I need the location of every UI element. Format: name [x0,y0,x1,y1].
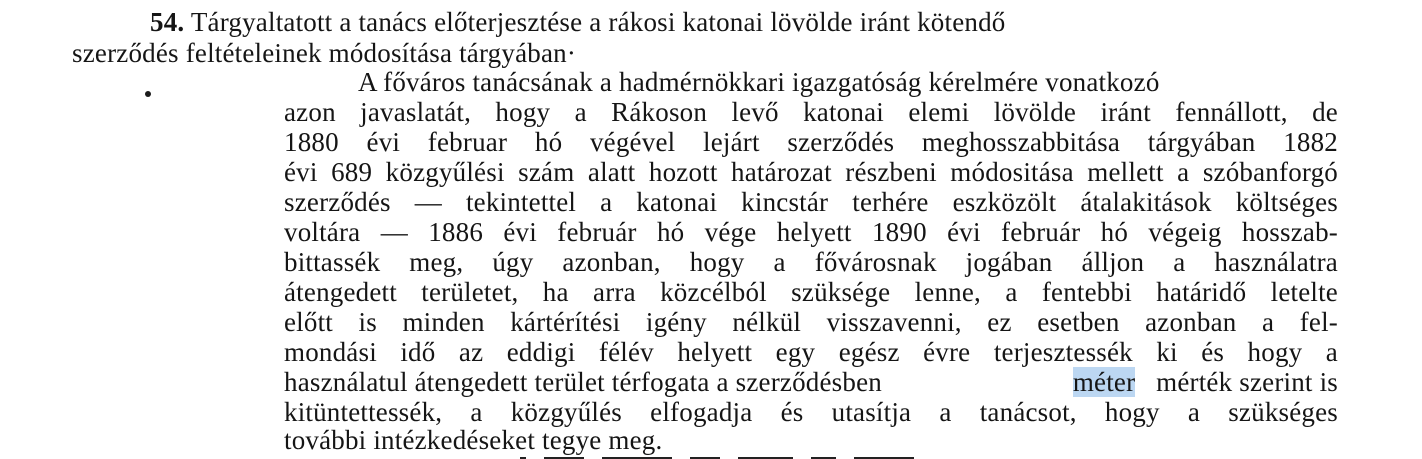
body-line-11 [284,367,1338,397]
cropped-next-line [520,447,1100,459]
section-number: 54. [150,7,185,37]
body-line-3: 1880 évi februar hó végével lejárt szerződés meghosszabbitása tárgyában 1882 [284,127,1338,157]
body-line-5: szerződés — tekintettel a katonai kincstár terhére eszközölt átalakitások költséges [284,187,1338,217]
body-line-2: azon javaslatát, hogy a Rákoson levő katonai elemi lövölde iránt fennállott, de [284,97,1338,127]
stray-dot-mark [145,91,151,97]
section-heading-line-2: szerződés feltételeinek módosítása tárgyában· [72,38,577,68]
body-line-12: kitüntettessék, a közgyűlés elfogadja és utasítja a tanácsot, hogy a szükséges [284,397,1338,427]
body-line-13: további intézkedéseket tegye meg. [284,425,663,455]
highlighted-word[interactable]: méter [1072,367,1136,397]
body-line-7: bittassék meg, úgy azonban, hogy a fővárosnak jogában álljon a használatra [284,247,1338,277]
section-heading-line-1 [150,7,1005,37]
body-line-6: voltára — 1886 évi február hó vége helyett 1890 évi február hó végeig hosszab- [284,217,1338,247]
body-line-8: átengedett területet, ha arra közcélból szüksége lenne, a fentebbi határidő letelte [284,277,1338,307]
body-line-11-before: használatul átengedett terület térfogata a szerződésben [284,367,882,397]
body-line-4: évi 689 közgyűlési szám alatt hozott határozat részbeni módositása mellett a szóbanforgó [284,157,1338,187]
body-line-9: előtt is minden kártérítési igény nélkül visszavenni, ez esetben azonban a fel- [284,307,1338,337]
body-line-10: mondási idő az eddigi félév helyett egy egész évre terjesztessék ki és hogy a [284,337,1338,367]
section-heading-text: Tárgyaltatott a tanács előterjesztése a rákosi katonai lövölde iránt kötendő [190,7,1006,37]
body-line-11-after: mérték szerint is [1156,367,1338,397]
body-line-1: A főváros tanácsának a hadmérnökkari igazgatóság kérelmére vonatkozó [358,67,1160,97]
